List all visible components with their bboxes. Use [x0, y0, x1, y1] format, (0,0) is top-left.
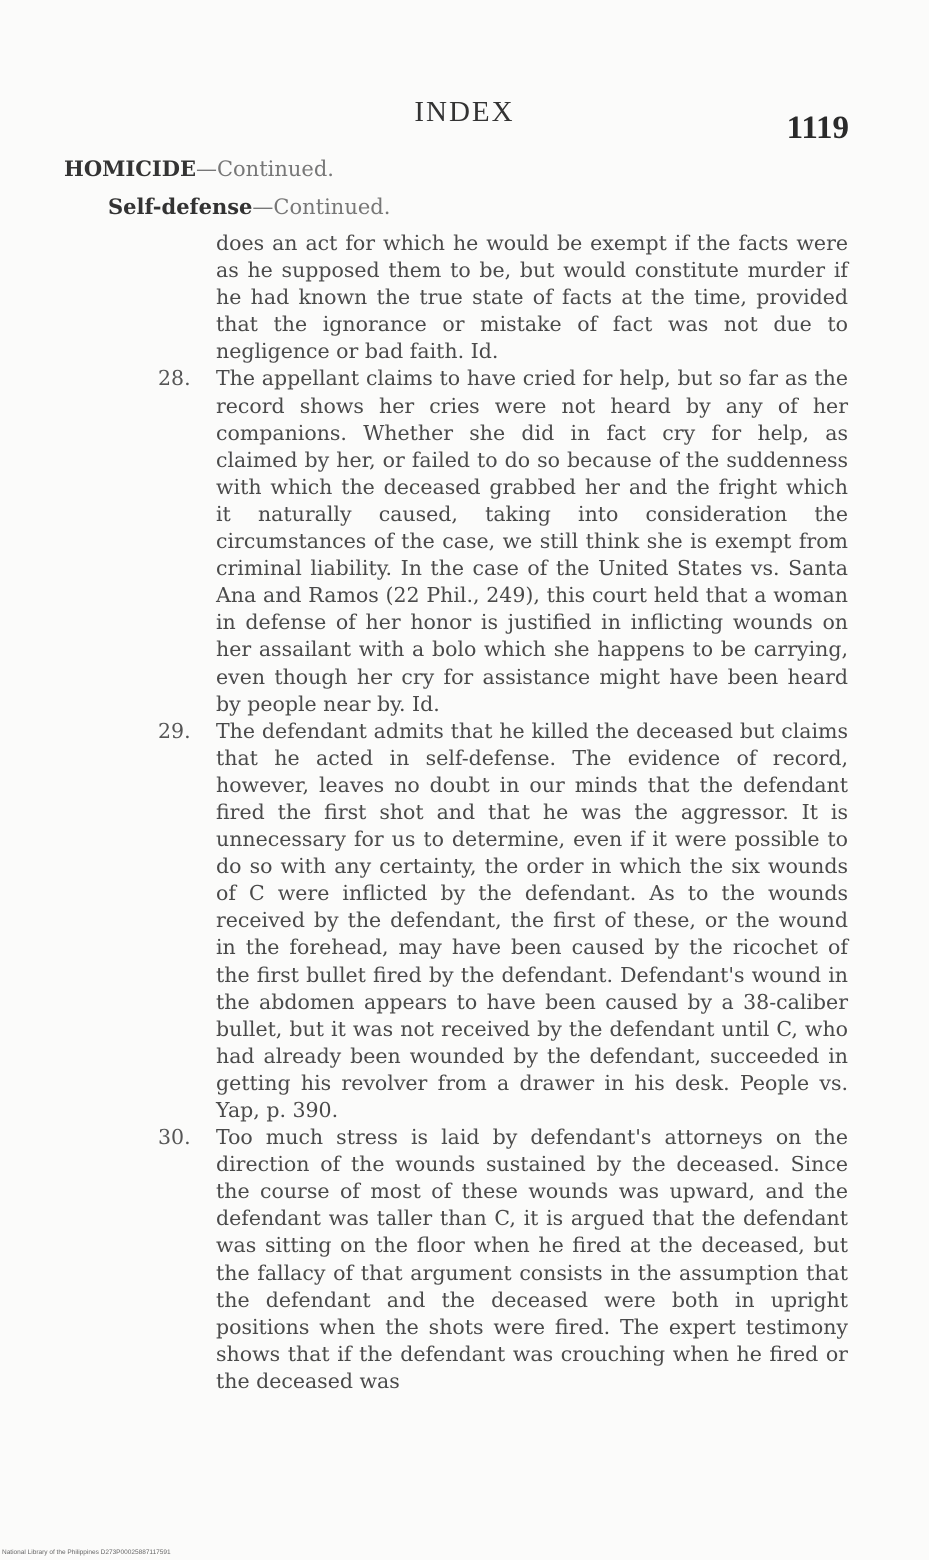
index-subtopic-heading — [108, 194, 390, 219]
page-number: 1119 — [786, 110, 849, 146]
topic-continued: —Continued. — [195, 157, 334, 181]
entry-text: The defendant admits that he killed the deceased but claims that he acted in self-defense. The evidence of record, however, leaves no doubt in our minds that the defendant fired the first shot and that he was the aggressor. It is unnecessary for us to determine, even if it were possible to do so with any certainty, the order in which the six wounds of C were inflicted by the defendant. As to the wounds received by the defendant, the first of these, or the wound in the forehead, may have been caused by the ricochet of the first bullet fired by the defendant. Defendant's wound in the abdomen appears to have been caused by a 38-caliber bullet, but it was not received by the defendant until C, who had already been wounded by the defendant, succeeded in getting his revolver from a drawer in his desk. People vs. Yap, p. 390. — [216, 718, 848, 1122]
subtopic-title: Self-defense — [108, 194, 253, 219]
entry-text: The appellant claims to have cried for help, but so far as the record shows her cries were not heard by any of her companions. Whether she did in fact cry for help, as claimed by her, or failed to do so because of the suddenness with which the deceased grabbed her and the fright which it naturally caused, taking into consideration the circumstances of the case, we still think she is exempt from criminal liability. In the case of the United States vs. Santa Ana and Ramos (22 Phil., 249), this court held that a woman in defense of her honor is justified in inflicting wounds on her assailant with a bolo which she happens to be carrying, even though her cry for assistance might have been heard by people near by. Id. — [216, 366, 848, 716]
topic-title: HOMICIDE — [64, 156, 196, 181]
continuation-paragraph: does an act for which he would be exempt if the facts were as he supposed them to be, but would constitute murder if he had known the true state of facts at the time, provided that the ignorance or mistake of fact was not due to negligence or bad faith. Id. — [216, 231, 848, 364]
entry-number: 30. — [158, 1125, 191, 1150]
index-entry-28 — [158, 365, 848, 717]
library-footer: National Library of the Philippines D273P00025887117591 — [2, 1549, 171, 1556]
index-entry-30 — [158, 1124, 848, 1395]
running-head: INDEX — [414, 96, 515, 128]
index-topic-heading — [64, 156, 334, 181]
subtopic-continued: —Continued. — [252, 195, 391, 219]
index-body — [158, 230, 848, 1395]
entry-number: 29. — [158, 718, 191, 743]
index-entry-29 — [158, 718, 848, 1124]
entry-number: 28. — [158, 366, 191, 391]
entry-text: Too much stress is laid by defendant's attorneys on the direction of the wounds sustained by the deceased. Since the course of most of these wounds was upward, and the defendant was taller than C, it is argued that the defendant was sitting on the floor when he fired at the deceased, but the fallacy of that argument consists in the assumption that the defendant and the deceased were both in upright positions when the shots were fired. The expert testimony shows that if the defendant was crouching when he fired or the deceased was — [216, 1125, 848, 1393]
